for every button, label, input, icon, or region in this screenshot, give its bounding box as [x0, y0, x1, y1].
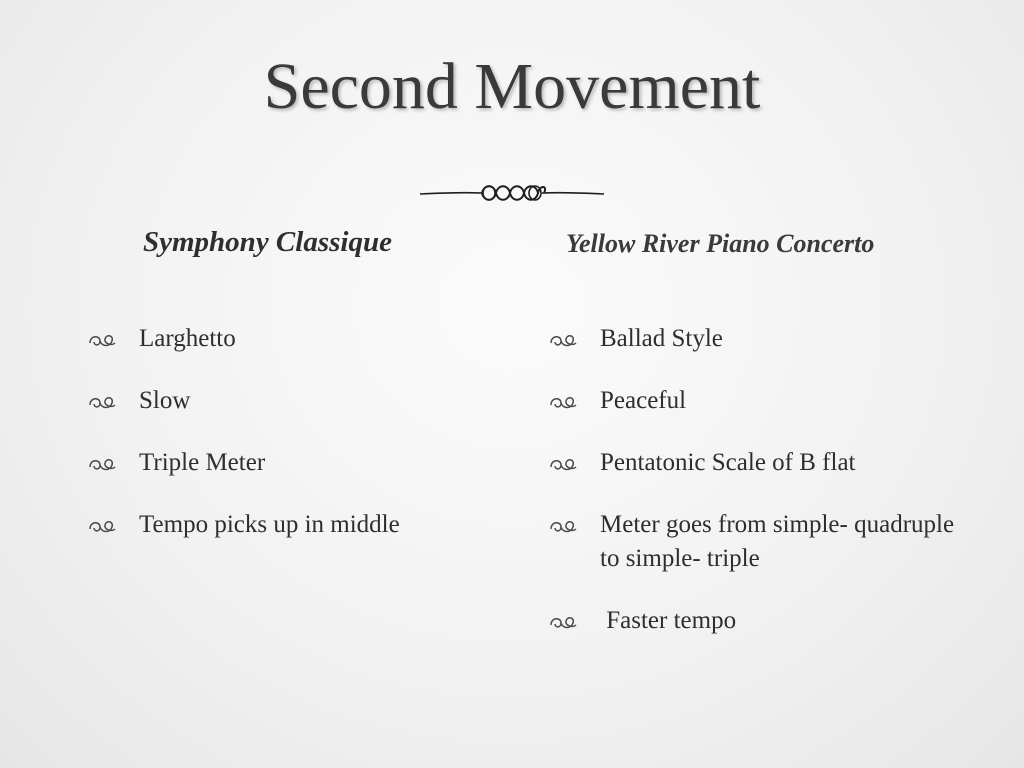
list-item: [549, 446, 969, 480]
list-item: [88, 446, 508, 480]
left-column-heading: Symphony Classique: [143, 226, 392, 258]
list-item: [88, 508, 508, 542]
list-item-text: Peaceful: [600, 387, 687, 414]
scroll-flourish-icon: [549, 393, 577, 411]
right-bullet-list: [549, 322, 969, 666]
scroll-flourish-icon: [549, 331, 577, 349]
list-item-text: Triple Meter: [139, 449, 266, 476]
scroll-flourish-icon: [88, 331, 116, 349]
scroll-flourish-icon: [549, 455, 577, 473]
list-item: [88, 322, 508, 356]
scroll-flourish-icon: [549, 517, 577, 535]
scroll-flourish-icon: [88, 393, 116, 411]
list-item-text: Ballad Style: [600, 325, 723, 352]
list-item: [549, 384, 969, 418]
list-item-text: Tempo picks up in middle: [139, 511, 400, 538]
list-item: [88, 384, 508, 418]
list-item-text: Larghetto: [139, 325, 236, 352]
left-bullet-list: [88, 322, 508, 570]
scroll-flourish-icon: [549, 613, 577, 631]
list-item-text: Faster tempo: [600, 607, 737, 634]
list-item-text: Slow: [139, 387, 191, 414]
scroll-flourish-icon: [88, 455, 116, 473]
list-item-text: Meter goes from simple- quadruple to simple- triple: [600, 511, 955, 572]
list-item: [549, 604, 969, 638]
right-column-heading: Yellow River Piano Concerto: [566, 229, 875, 258]
ornamental-divider-icon: [420, 180, 604, 208]
list-item-text: Pentatonic Scale of B flat: [600, 449, 856, 476]
slide-title: Second Movement: [263, 50, 761, 123]
list-item: [549, 508, 969, 576]
list-item: [549, 322, 969, 356]
scroll-flourish-icon: [88, 517, 116, 535]
